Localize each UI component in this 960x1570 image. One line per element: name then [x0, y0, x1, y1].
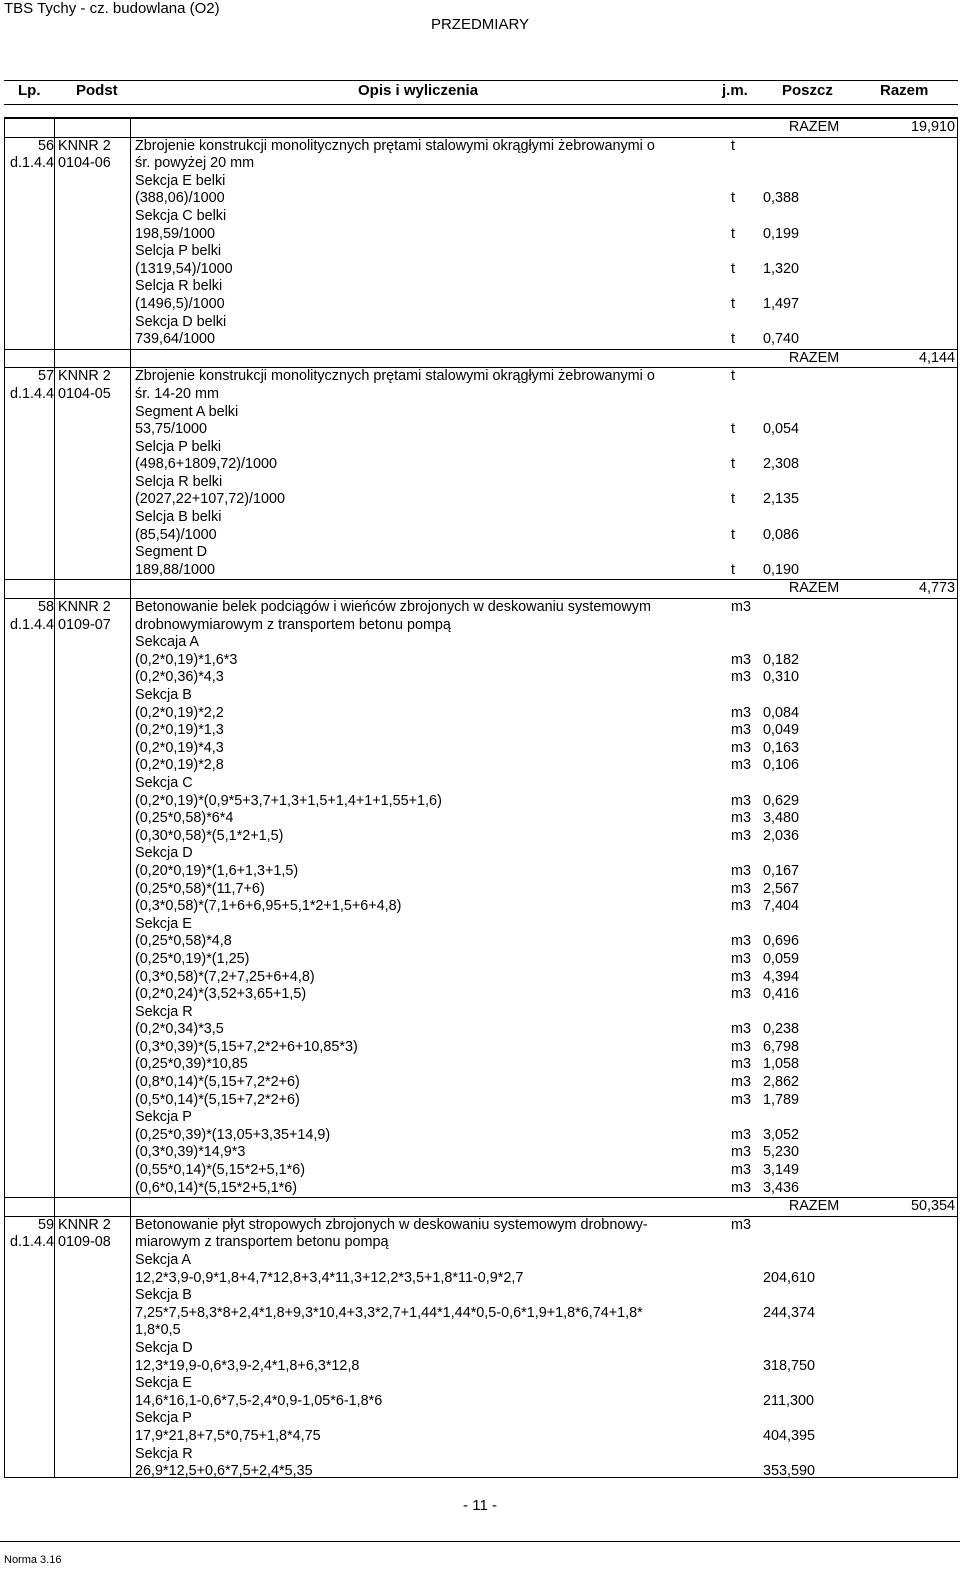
description: 12,2*3,9-0,9*1,8+4,7*12,8+3,4*11,3+12,2*3,5+1,8*11-0,9*2,7	[135, 1269, 524, 1286]
description: 739,64/1000	[135, 331, 216, 348]
table-row	[5, 509, 957, 527]
description: (0,25*0,58)*(11,7+6)	[135, 880, 265, 897]
description: Selcja B belki	[135, 509, 222, 526]
description: śr. powyżej 20 mm	[135, 155, 255, 172]
table-row	[5, 986, 957, 1004]
description: 12,3*19,9-0,6*3,9-2,4*1,8+6,3*12,8	[135, 1357, 360, 1374]
table-row	[5, 617, 957, 635]
table-row	[5, 933, 957, 951]
table-row	[5, 226, 957, 244]
description: Sekcja E	[135, 915, 192, 932]
quantity: 1,497	[763, 295, 800, 312]
basis-code: 0104-05	[58, 385, 111, 402]
description: (0,25*0,39)*10,85	[135, 1056, 248, 1073]
description: 14,6*16,1-0,6*7,5-2,4*0,9-1,05*6-1,8*6	[135, 1392, 383, 1409]
total-row	[5, 349, 957, 368]
description: 26,9*12,5+0,6*7,5+2,4*5,35	[135, 1463, 313, 1480]
description: Sekcja C belki	[135, 207, 227, 224]
table-row	[5, 404, 957, 422]
table-row	[5, 1393, 957, 1411]
unit: m3	[731, 1216, 751, 1233]
quantity: 0,740	[763, 331, 800, 348]
table-row	[5, 1074, 957, 1092]
description: (0,3*0,58)*(7,1+6+6,95+5,1*2+1,5+6+4,8)	[135, 898, 402, 915]
description: (1319,54)/1000	[135, 260, 233, 277]
table-row	[5, 243, 957, 261]
quantity: 0,106	[763, 757, 800, 774]
item-row	[5, 598, 957, 617]
item-number: 57	[37, 368, 54, 385]
basis-code: KNNR 2	[58, 1216, 111, 1233]
table-row	[5, 296, 957, 314]
basis-code: KNNR 2	[58, 599, 111, 616]
unit: m3	[731, 1091, 751, 1108]
quantity: 0,084	[763, 704, 800, 721]
item-number: d.1.4.4	[9, 385, 54, 402]
quantity: 211,300	[763, 1392, 814, 1409]
unit: m3	[731, 933, 751, 950]
table-row	[5, 331, 957, 349]
quantity: 2,135	[763, 491, 800, 508]
description: (498,6+1809,72)/1000	[135, 456, 278, 473]
quantity: 404,395	[763, 1427, 816, 1444]
description: Sekcja A	[135, 1252, 191, 1268]
table-row	[5, 810, 957, 828]
description: Segment A belki	[135, 403, 239, 420]
table-row	[5, 421, 957, 439]
header-bottom-rule	[4, 104, 958, 105]
description: Sekcja P	[135, 1109, 192, 1126]
description: Sekcja R	[135, 1003, 193, 1020]
unit: m3	[731, 599, 751, 616]
unit: t	[731, 260, 735, 277]
table-row	[5, 1127, 957, 1145]
description: Zbrojenie konstrukcji monolitycznych prętami stalowymi okrągłymi żebrowanymi o	[135, 137, 655, 154]
description: (0,25*0,58)*4,8	[135, 933, 232, 950]
quantity: 0,199	[763, 225, 800, 242]
description: (0,2*0,34)*3,5	[135, 1021, 224, 1038]
unit: m3	[731, 1021, 751, 1038]
quantity: 0,238	[763, 1021, 800, 1038]
unit: m3	[731, 950, 751, 967]
description: Sekcja D	[135, 1339, 193, 1356]
description: Selcja P belki	[135, 438, 222, 455]
table-row	[5, 652, 957, 670]
unit: m3	[731, 827, 751, 844]
quantity: 353,590	[763, 1463, 816, 1480]
table-row	[5, 1144, 957, 1162]
quantity: 0,696	[763, 933, 800, 950]
item-row	[5, 1216, 957, 1235]
table-row	[5, 208, 957, 226]
quantity: 0,054	[763, 421, 800, 438]
quantity: 244,374	[763, 1304, 816, 1321]
description: (0,25*0,39)*(13,05+3,35+14,9)	[135, 1126, 331, 1143]
unit: m3	[731, 669, 751, 686]
table-row	[5, 1270, 957, 1288]
description: Sekcja E	[135, 1375, 192, 1392]
description: Betonowanie płyt stropowych zbrojonych w deskowaniu systemowym drobnowy-	[135, 1216, 648, 1233]
table-row	[5, 386, 957, 404]
col-header-poszcz: Poszcz	[782, 82, 833, 99]
quantity: 4,394	[763, 968, 800, 985]
table-row	[5, 474, 957, 492]
quantity: 0,163	[763, 739, 800, 756]
description: 1,8*0,5	[135, 1322, 181, 1339]
description: (0,20*0,19)*(1,6+1,3+1,5)	[135, 862, 299, 879]
header-top-rule	[4, 80, 958, 81]
item-row	[5, 137, 957, 156]
unit: t	[731, 456, 735, 473]
description: (0,3*0,39)*14,9*3	[135, 1144, 246, 1161]
description: (0,2*0,24)*(3,52+3,65+1,5)	[135, 986, 307, 1003]
basis-code: 0104-06	[58, 155, 111, 172]
quantity: 2,036	[763, 827, 800, 844]
quantity: 0,049	[763, 722, 800, 739]
description: Zbrojenie konstrukcji monolitycznych prętami stalowymi okrągłymi żebrowanymi o	[135, 368, 655, 385]
quantity: 1,058	[763, 1056, 800, 1073]
description: (0,25*0,19)*(1,25)	[135, 950, 250, 967]
table-row	[5, 775, 957, 793]
item-number: d.1.4.4	[9, 616, 54, 633]
description: Sekcaja A	[135, 634, 199, 651]
quantity: 0,190	[763, 561, 800, 578]
table-row	[5, 634, 957, 652]
table-row	[5, 845, 957, 863]
table-row	[5, 757, 957, 775]
quantity: 1,789	[763, 1091, 800, 1108]
description: (388,06)/1000	[135, 190, 225, 207]
description: 17,9*21,8+7,5*0,75+1,8*4,75	[135, 1427, 321, 1444]
description: Selcja R belki	[135, 473, 223, 490]
table-row	[5, 1358, 957, 1376]
quantity: 0,086	[763, 526, 800, 543]
document-title: PRZEDMIARY	[430, 16, 530, 33]
quantity: 6,798	[763, 1038, 800, 1055]
description: (2027,22+107,72)/1000	[135, 491, 286, 508]
quantity: 3,480	[763, 810, 800, 827]
table-row	[5, 1180, 957, 1198]
unit: t	[731, 225, 735, 242]
table-rows	[5, 118, 957, 1481]
unit: m3	[731, 986, 751, 1003]
description: (0,5*0,14)*(5,15+7,2*2+6)	[135, 1091, 300, 1108]
total-label: RAZEM	[788, 1198, 840, 1215]
quantity: 3,149	[763, 1162, 800, 1179]
unit: m3	[731, 1162, 751, 1179]
table-row	[5, 1162, 957, 1180]
description: 198,59/1000	[135, 225, 216, 242]
quantity: 0,416	[763, 986, 800, 1003]
table-row	[5, 1375, 957, 1393]
description: Segment D	[135, 544, 207, 561]
footer-rule	[0, 1541, 960, 1542]
table-row	[5, 1287, 957, 1305]
total-value: 19,910	[910, 119, 955, 135]
quantity: 0,182	[763, 651, 800, 668]
col-header-opis: Opis i wyliczenia	[358, 82, 479, 99]
description: (0,2*0,19)*2,2	[135, 704, 224, 721]
table-row	[5, 687, 957, 705]
table-row	[5, 898, 957, 916]
quantity: 5,230	[763, 1144, 800, 1161]
description: (0,25*0,58)*6*4	[135, 810, 234, 827]
table-row	[5, 527, 957, 545]
table-row	[5, 1340, 957, 1358]
description: Sekcja D	[135, 845, 193, 862]
quantity: 0,629	[763, 792, 800, 809]
table-row	[5, 562, 957, 580]
basis-code: 0109-08	[58, 1234, 111, 1251]
total-row	[5, 579, 957, 598]
table-row	[5, 951, 957, 969]
total-label: RAZEM	[788, 349, 840, 366]
table-row	[5, 1446, 957, 1464]
unit: t	[731, 526, 735, 543]
total-value: 50,354	[910, 1198, 955, 1215]
unit: t	[731, 368, 735, 385]
table-row	[5, 1410, 957, 1428]
table-row	[5, 1428, 957, 1446]
description: (1496,5)/1000	[135, 295, 225, 312]
unit: m3	[731, 792, 751, 809]
unit: m3	[731, 1179, 751, 1196]
col-header-podst: Podst	[76, 82, 118, 99]
quantity: 2,308	[763, 456, 800, 473]
table-row	[5, 863, 957, 881]
table-row	[5, 1463, 957, 1481]
quantity: 0,059	[763, 950, 800, 967]
table-row	[5, 705, 957, 723]
table-row	[5, 261, 957, 279]
description: (0,2*0,36)*4,3	[135, 669, 224, 686]
description: miarowym z transportem betonu pompą	[135, 1234, 389, 1251]
description: Sekcja B	[135, 687, 192, 703]
item-number: d.1.4.4	[9, 1234, 54, 1251]
unit: m3	[731, 1074, 751, 1091]
table-row	[5, 1092, 957, 1110]
description: (0,2*0,19)*1,3	[135, 722, 224, 739]
description: (0,6*0,14)*(5,15*2+5,1*6)	[135, 1179, 298, 1196]
table-row	[5, 669, 957, 687]
description: (0,55*0,14)*(5,15*2+5,1*6)	[135, 1162, 306, 1179]
quantity: 204,610	[763, 1269, 816, 1286]
table-row	[5, 439, 957, 457]
description: Selcja R belki	[135, 278, 223, 295]
unit: m3	[731, 1038, 751, 1055]
unit: m3	[731, 898, 751, 915]
quantity: 0,167	[763, 862, 800, 879]
table-row	[5, 278, 957, 296]
description: (0,2*0,19)*1,6*3	[135, 651, 238, 668]
table-row	[5, 1305, 957, 1323]
unit: t	[731, 137, 735, 154]
unit: m3	[731, 739, 751, 756]
col-header-razem: Razem	[880, 82, 929, 99]
description: Sekcja R	[135, 1445, 193, 1462]
col-header-jm: j.m.	[722, 82, 748, 99]
item-number: 59	[37, 1216, 54, 1233]
description: Betonowanie belek podciągów i wieńców zbrojonych w deskowaniu systemowym	[135, 599, 651, 616]
total-row	[5, 118, 957, 137]
quantity: 0,310	[763, 669, 800, 686]
description: (0,2*0,19)*4,3	[135, 739, 224, 756]
total-value: 4,773	[918, 580, 955, 597]
description: Sekcja C	[135, 774, 193, 791]
total-label: RAZEM	[788, 580, 840, 597]
description: (0,30*0,58)*(5,1*2+1,5)	[135, 827, 284, 844]
description: Selcja P belki	[135, 243, 222, 260]
unit: m3	[731, 651, 751, 668]
project-name: TBS Tychy - cz. budowlana (O2)	[4, 0, 220, 17]
table-row	[5, 1252, 957, 1270]
unit: m3	[731, 722, 751, 739]
quantity: 3,052	[763, 1126, 800, 1143]
table-row	[5, 969, 957, 987]
measurement-table	[4, 117, 958, 1478]
description: Sekcja P	[135, 1410, 192, 1427]
description: (0,2*0,19)*2,8	[135, 757, 224, 774]
table-row	[5, 1004, 957, 1022]
quantity: 7,404	[763, 898, 800, 915]
unit: t	[731, 561, 735, 578]
total-value: 4,144	[918, 349, 955, 366]
basis-code: KNNR 2	[58, 137, 111, 154]
table-row	[5, 722, 957, 740]
item-number: 56	[37, 137, 54, 154]
quantity: 3,436	[763, 1179, 800, 1196]
table-row	[5, 1021, 957, 1039]
table-row	[5, 828, 957, 846]
unit: m3	[731, 880, 751, 897]
description: Sekcja D belki	[135, 313, 227, 330]
table-row	[5, 1039, 957, 1057]
description: 7,25*7,5+8,3*8+2,4*1,8+9,3*10,4+3,3*2,7+1,44*1,44*0,5-0,6*1,9+1,8*6,74+1,8*	[135, 1304, 643, 1321]
quantity: 318,750	[763, 1357, 816, 1374]
unit: t	[731, 421, 735, 438]
table-row	[5, 155, 957, 173]
description: Sekcja E belki	[135, 172, 226, 189]
description: drobnowymiarowym z transportem betonu pompą	[135, 616, 451, 633]
unit: m3	[731, 862, 751, 879]
item-number: d.1.4.4	[9, 155, 54, 172]
description: (0,3*0,58)*(7,2+7,25+6+4,8)	[135, 968, 315, 985]
table-row	[5, 1109, 957, 1127]
unit: t	[731, 295, 735, 312]
description: 189,88/1000	[135, 561, 216, 578]
table-row	[5, 314, 957, 332]
table-row	[5, 740, 957, 758]
item-row	[5, 367, 957, 386]
description: (0,2*0,19)*(0,9*5+3,7+1,3+1,5+1,4+1+1,55+1,6)	[135, 792, 442, 809]
table-row	[5, 1322, 957, 1340]
table-row	[5, 1056, 957, 1074]
description: (0,8*0,14)*(5,15+7,2*2+6)	[135, 1074, 300, 1091]
table-row	[5, 916, 957, 934]
description: Sekcja B	[135, 1287, 192, 1304]
basis-code: KNNR 2	[58, 368, 111, 385]
description: (85,54)/1000	[135, 526, 217, 543]
table-row	[5, 491, 957, 509]
table-row	[5, 190, 957, 208]
basis-code: 0109-07	[58, 616, 111, 633]
quantity: 2,862	[763, 1074, 800, 1091]
unit: m3	[731, 757, 751, 774]
page-number: - 11 -	[463, 1497, 497, 1514]
norma-version: Norma 3.16	[4, 1554, 62, 1566]
description: 53,75/1000	[135, 421, 208, 438]
quantity: 0,388	[763, 190, 800, 207]
total-row	[5, 1197, 957, 1216]
table-row	[5, 544, 957, 562]
quantity: 1,320	[763, 260, 800, 277]
description: śr. 14-20 mm	[135, 385, 219, 402]
total-label: RAZEM	[788, 119, 840, 135]
table-row	[5, 881, 957, 899]
unit: m3	[731, 1056, 751, 1073]
quantity: 2,567	[763, 880, 800, 897]
table-row	[5, 456, 957, 474]
description: (0,3*0,39)*(5,15+7,2*2+6+10,85*3)	[135, 1038, 358, 1055]
unit: m3	[731, 810, 751, 827]
table-row	[5, 173, 957, 191]
table-row	[5, 793, 957, 811]
unit: m3	[731, 1144, 751, 1161]
unit: t	[731, 491, 735, 508]
unit: m3	[731, 704, 751, 721]
unit: m3	[731, 968, 751, 985]
unit: t	[731, 190, 735, 207]
item-number: 58	[37, 599, 54, 616]
col-header-lp: Lp.	[18, 82, 41, 99]
table-row	[5, 1234, 957, 1252]
unit: m3	[731, 1126, 751, 1143]
unit: t	[731, 331, 735, 348]
